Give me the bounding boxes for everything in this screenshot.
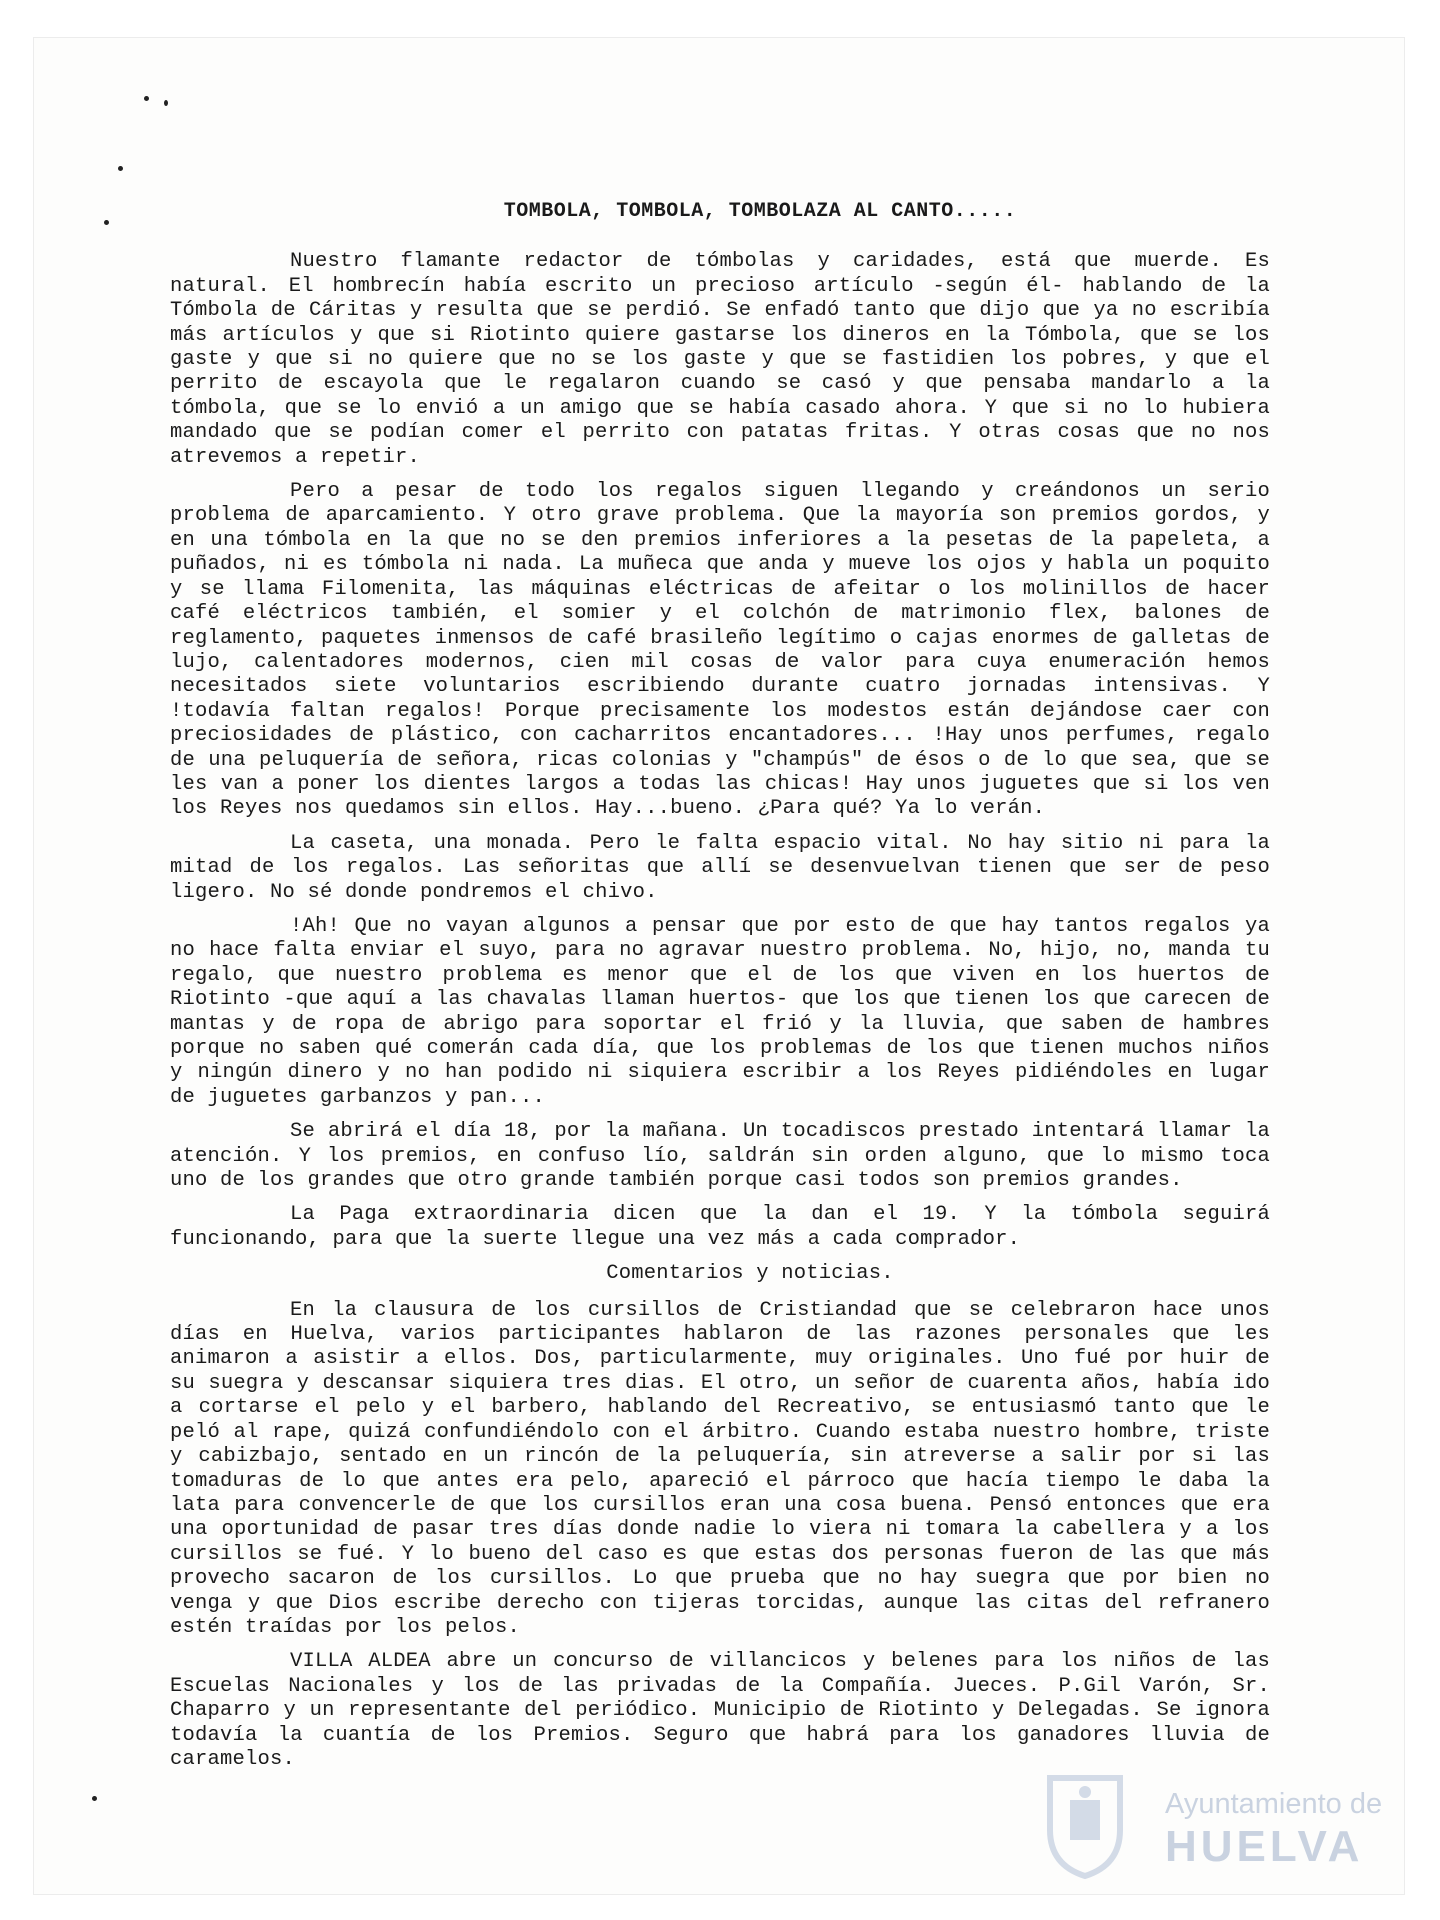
article-paragraph: Se abrirá el día 18, por la mañana. Un tocadiscos prestado intentará llamar la atención. Y los premios, en confuso lío, saldrán sin orden alguno, que lo mismo toca uno de los grandes que otro grande también porque casi todos son premios grandes. — [170, 1120, 1270, 1193]
coat-of-arms-icon — [1040, 1770, 1130, 1880]
ink-speck — [104, 220, 109, 225]
article-paragraph: Nuestro flamante redactor de tómbolas y caridades, está que muerde. Es natural. El hombrecín había escrito un precioso artículo -según él- hablando de la Tómbola de Cáritas y resulta que se perdió. Se enfadó tanto que dijo que ya no escribía más artículos y que si Riotinto quiere gastarse los dineros en la Tómbola, que se los gaste y que si no quiere que no se los gaste y que se fastidien los pobres, y que el perrito de escayola que le regalaron cuando se casó y que pensaba mandarlo a la tómbola, que se lo envió a un amigo que se había casado ahora. Y que si no lo hubiera mandado que se podían comer el perrito con patatas fritas. Y otras cosas que no nos atrevemos a repetir. — [170, 250, 1270, 469]
watermark-line-2: HUELVA — [1165, 1822, 1364, 1871]
news-paragraph: En la clausura de los cursillos de Cristiandad que se celebraron hace unos días en Huelva, varios participantes hablaron de las razones personales que les animaron a asistir a ellos. Dos, particularmente, muy originales. Uno fué por huir de su suegra y descansar siquiera tres dias. El otro, un señor de cuarenta años, había ido a cortarse el pelo y el barbero, hablando del Recreativo, se entusiasmó tanto que le peló al rape, quizá confundiéndolo con el árbitro. Cuando estaba nuestro hombre, triste y cabizbajo, sentado en un rincón de la peluquería, sin atreverse a salir por si las tomaduras de lo que antes era pelo, apareció el párroco que hacía tiempo le daba la lata para convencerle de que los cursillos eran una cosa buena. Pensó entonces que era una oportunidad de pasar tres días donde nadie lo viera ni tomara la cabellera y a los cursillos se fué. Y lo bueno del caso es que estas dos personas fueron de las que más provecho sacaron de los cursillos. Lo que prueba que no hay suegra que por bien no venga y que Dios escribe derecho con tijeras torcidas, aunque las citas del refranero estén traídas por los pelos. — [170, 1298, 1270, 1639]
article-title: TOMBOLA, TOMBOLA, TOMBOLAZA AL CANTO..... — [503, 200, 1017, 223]
news-paragraph: VILLA ALDEA abre un concurso de villancicos y belenes para los niños de las Escuelas Nacionales y los de las privadas de la Compañía. Jueces. P.Gil Varón, Sr. Chaparro y un representante del periódico. Municipio de Riotinto y Delegadas. Se ignora todavía la cuantía de los Premios. Seguro que habrá para los ganadores lluvia de caramelos. — [170, 1650, 1270, 1771]
document-body — [170, 200, 1270, 1782]
article-paragraph: La caseta, una monada. Pero le falta espacio vital. No hay sitio ni para la mitad de los regalos. Las señoritas que allí se desenvuelvan tienen que ser de peso ligero. No sé donde pondremos el chivo. — [170, 831, 1270, 904]
section-subtitle: Comentarios y noticias. — [606, 1262, 894, 1286]
watermark-logo — [1040, 1770, 1420, 1880]
article-paragraph: !Ah! Que no vayan algunos a pensar que por esto de que hay tantos regalos ya no hace falta enviar el suyo, para no agravar nuestro problema. No, hijo, no, manda tu regalo, que nuestro problema es menor que el de los que viven en los huertos de Riotinto -que aquí a las chavalas llaman huertos- que los que tienen los que carecen de mantas y de ropa de abrigo para soportar el frió y la lluvia, que saben de hambres porque no saben qué comerán cada día, que los problemas de los que tienen muchos niños y ningún dinero y no han podido ni siquiera escribir a los Reyes pidiéndoles en lugar de juguetes garbanzos y pan... — [170, 914, 1270, 1109]
ink-speck — [92, 1796, 97, 1801]
watermark-line-1: Ayuntamiento de — [1165, 1788, 1383, 1820]
ink-speck — [144, 96, 149, 101]
ink-speck — [118, 166, 123, 171]
article-paragraph: La Paga extraordinaria dicen que la dan el 19. Y la tómbola seguirá funcionando, para que la suerte llegue una vez más a cada comprador. — [170, 1203, 1270, 1251]
article-paragraph: Pero a pesar de todo los regalos siguen llegando y creándonos un serio problema de aparcamiento. Y otro grave problema. Que la mayoría son premios gordos, y en una tómbola en la que no se den premios inferiores a la pesetas de la papeleta, a puñados, ni es tómbola ni nada. La muñeca que anda y mueve los ojos y habla un poquito y se llama Filomenita, las máquinas eléctricas de afeitar o los molinillos de hacer café eléctricos también, el somier y el colchón de matrimonio flex, balones de reglamento, paquetes inmensos de café brasileño legítimo o cajas enormes de galletas de lujo, calentadores modernos, cien mil cosas de valor para cuya enumeración hemos necesitados siete voluntarios escribiendo durante cuatro jornadas intensivas. Y !todavía faltan regalos! Porque precisamente los modestos están dejándose caer con preciosidades de plástico, con cacharritos encantadores... !Hay unos perfumes, regalo de una peluquería de señora, ricas colonias y "champús" de ésos o de lo que sea, que se les van a poner los dientes largos a todas las chicas! Hay unos juguetes que si los ven los Reyes nos quedamos sin ellos. Hay...bueno. ¿Para qué? Ya lo verán. — [170, 480, 1270, 821]
ink-speck — [164, 100, 168, 106]
